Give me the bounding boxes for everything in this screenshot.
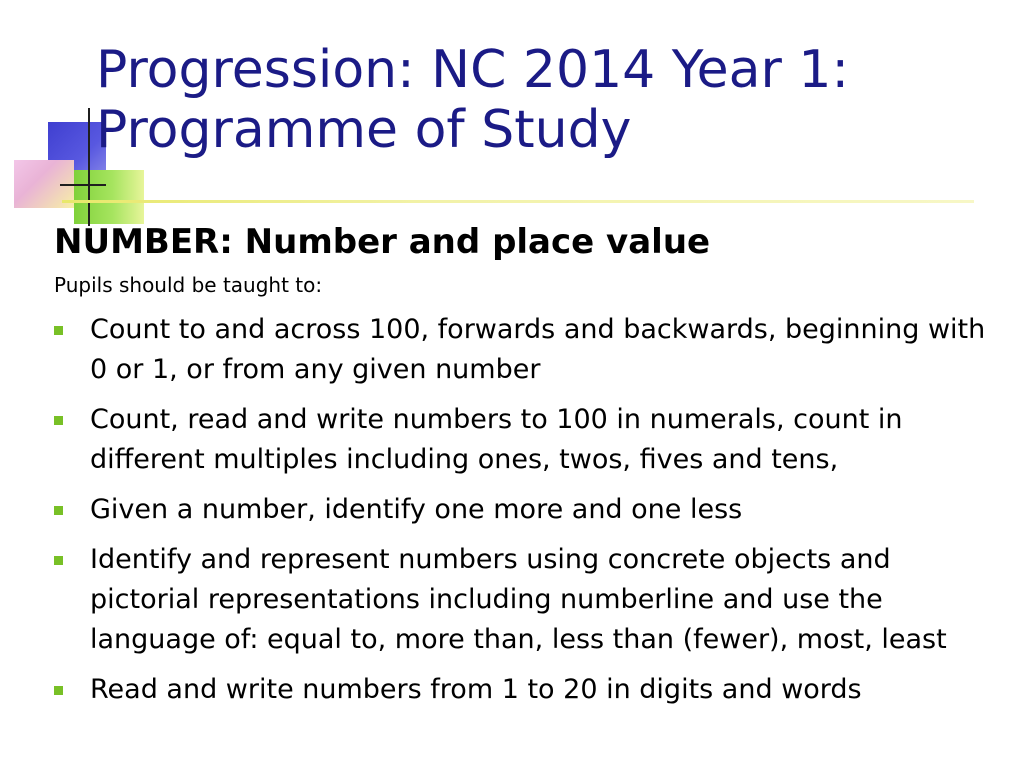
section-heading: NUMBER: Number and place value (54, 222, 711, 262)
green-square-bullet-icon (54, 506, 63, 515)
bullet-text: Given a number, identify one more and one less (90, 494, 743, 525)
intro-text: Pupils should be taught to: (54, 273, 323, 297)
green-square-bullet-icon (54, 556, 63, 565)
bullet-text: Count to and across 100, forwards and backwards, beginning with 0 or 1, or from any given number (90, 314, 986, 385)
slide-title (96, 40, 996, 160)
bullet-list (54, 310, 1004, 710)
bullet-text: Identify and represent numbers using concrete objects and pictorial representations including numberline and use the language of: equal to, more than, less than (fewer), most, least (90, 544, 947, 655)
bullet-item (54, 400, 1004, 480)
bullet-item (54, 490, 1004, 530)
bullet-item (54, 310, 1004, 390)
slide-content (54, 220, 1004, 720)
green-square-bullet-icon (54, 326, 63, 335)
slide-title-line-1: Progression: NC 2014 Year 1: (96, 40, 850, 100)
title-underline-rule (62, 200, 974, 203)
bullet-text: Read and write numbers from 1 to 20 in digits and words (90, 674, 862, 705)
green-square-bullet-icon (54, 686, 63, 695)
decorative-vertical-line (88, 108, 90, 226)
bullet-item (54, 670, 1004, 710)
decorative-horizontal-line (60, 184, 106, 186)
decorative-green-square (74, 170, 144, 224)
bullet-text: Count, read and write numbers to 100 in numerals, count in different multiples including ones, twos, fives and tens, (90, 404, 903, 475)
green-square-bullet-icon (54, 416, 63, 425)
bullet-item (54, 540, 1004, 660)
slide-title-line-2: Programme of Study (96, 100, 632, 160)
